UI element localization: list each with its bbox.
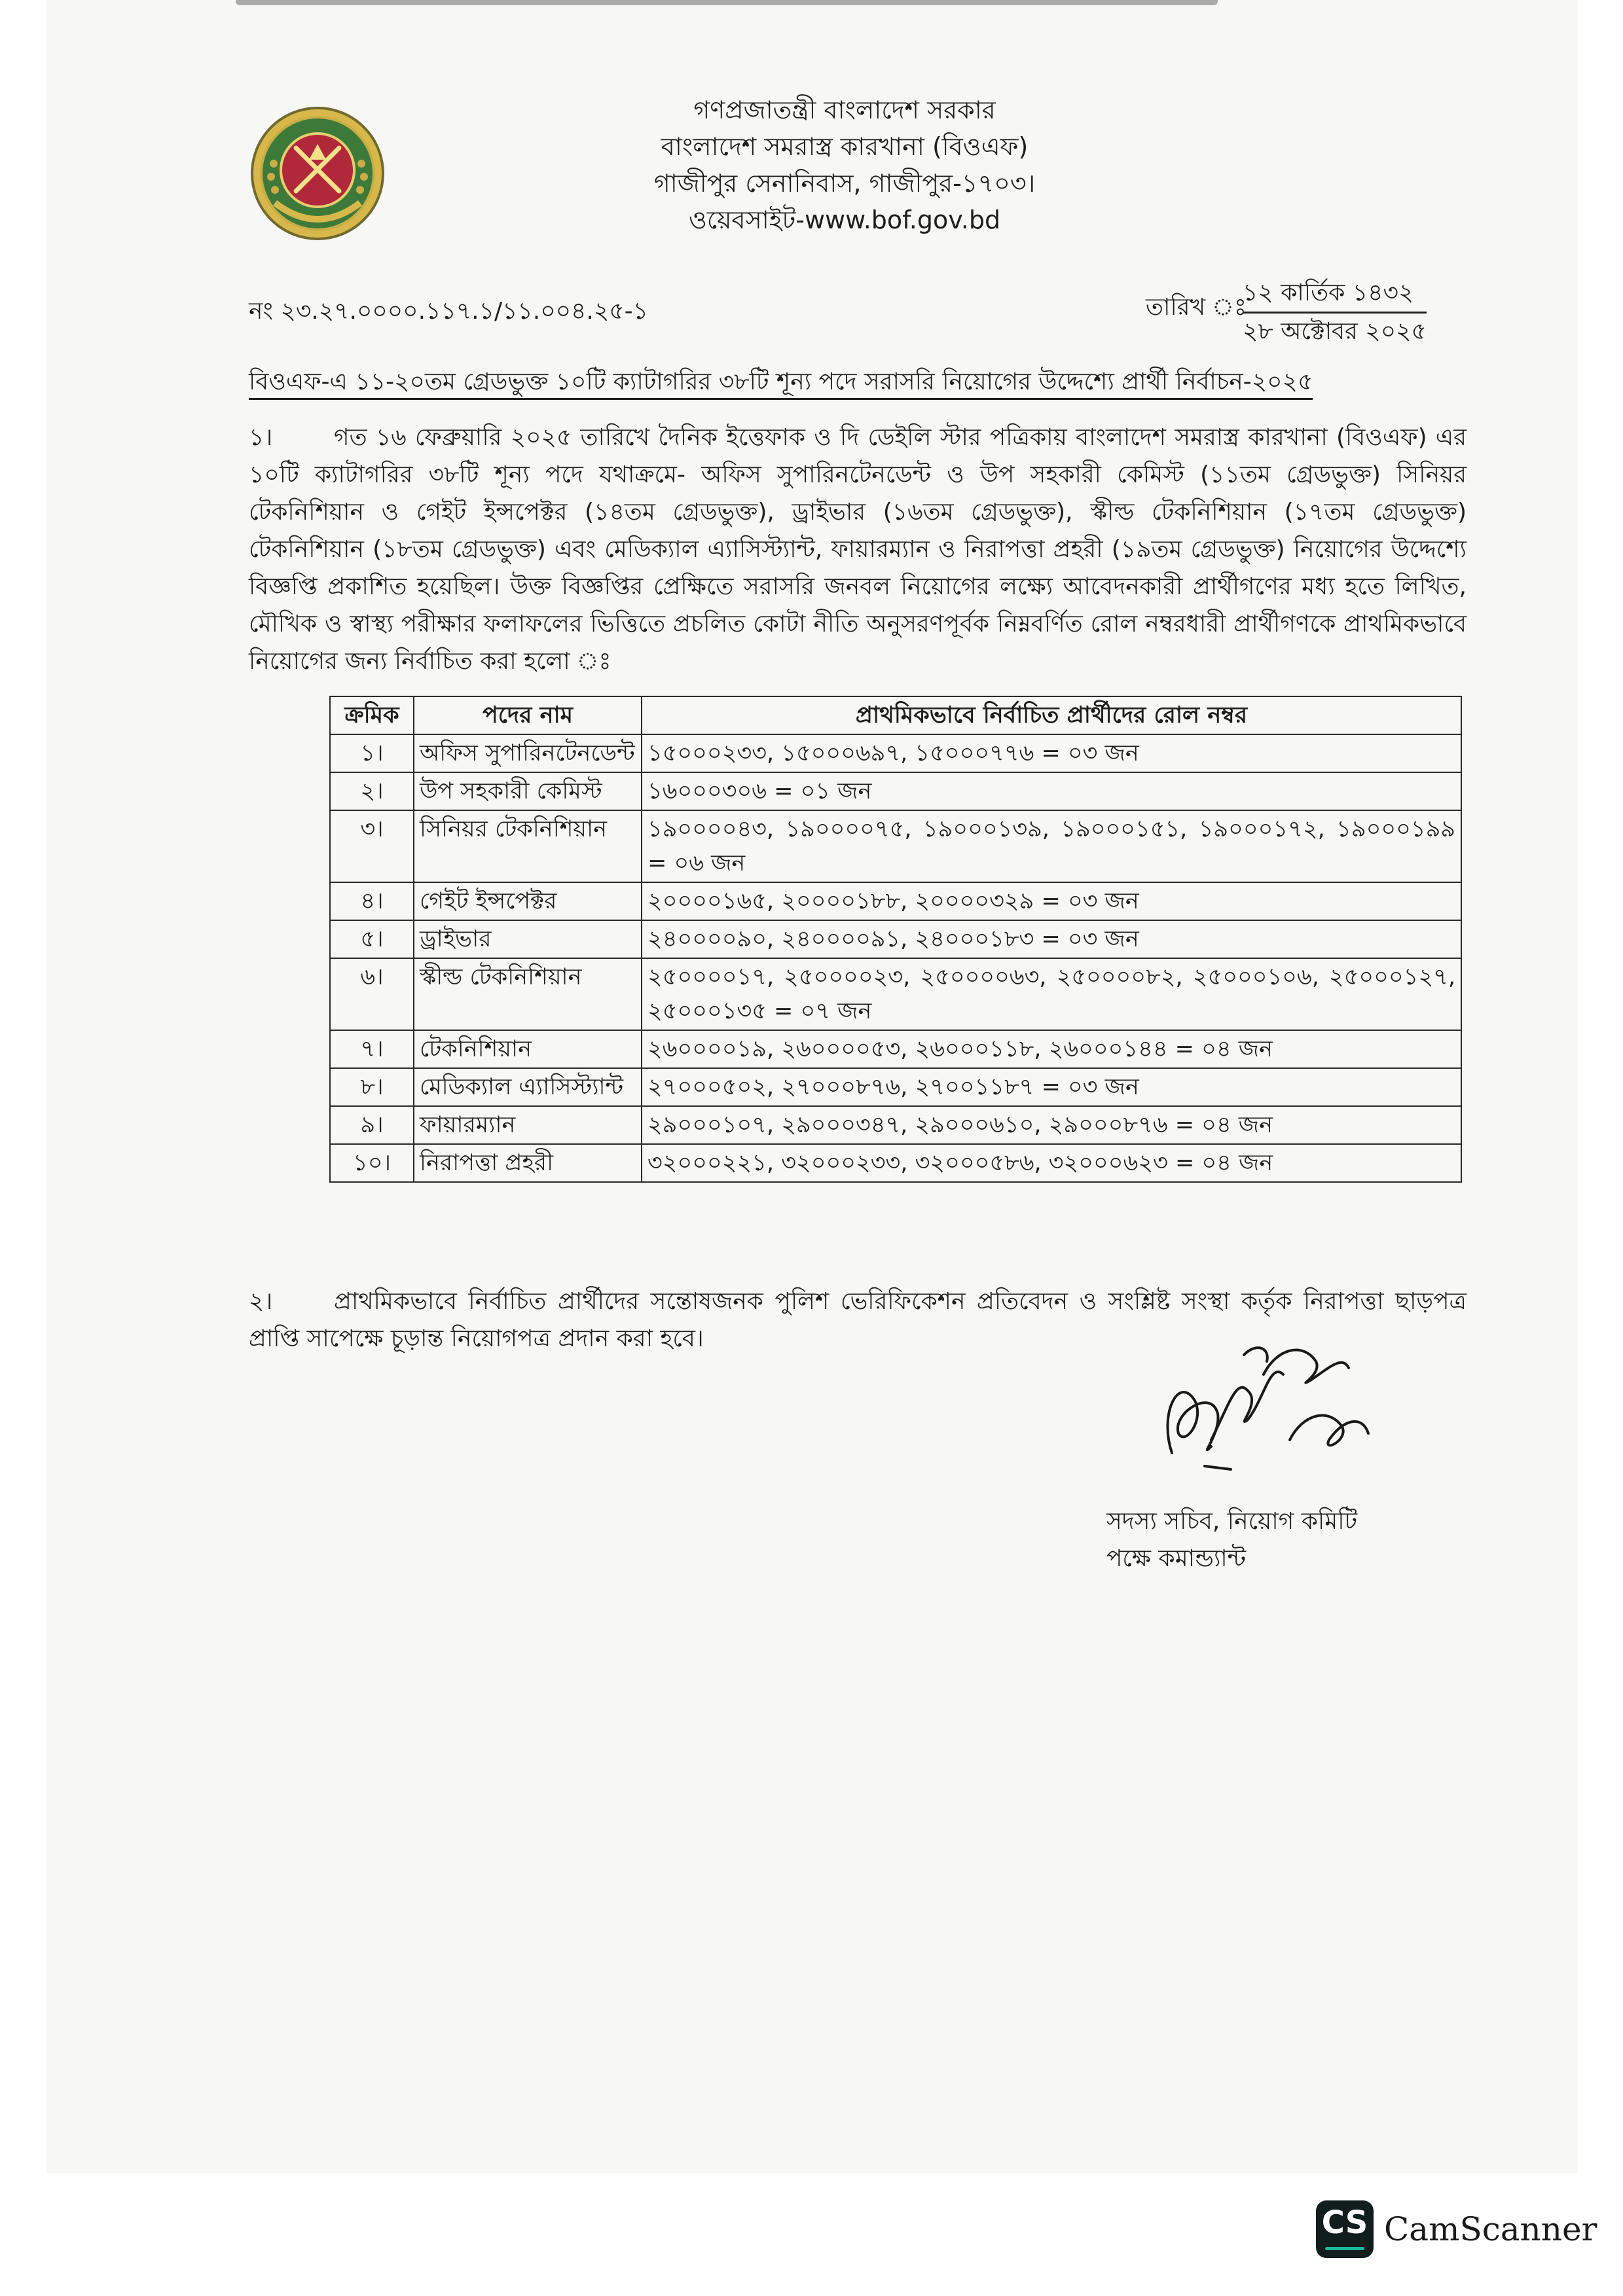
selection-table [329, 696, 1462, 1183]
row-serial: ১। [330, 734, 414, 772]
camscanner-logo-text: CS [1321, 2204, 1368, 2241]
date-label: তারিখ ঃ [1146, 294, 1247, 321]
camscanner-watermark [1316, 2200, 1597, 2258]
camscanner-brand: CamScanner [1384, 2210, 1597, 2248]
row-rolls: ২৬০০০০১৯, ২৬০০০০৫৩, ২৬০০০১১৮, ২৬০০০১৪৪ = ০৪ জন [642, 1030, 1461, 1068]
paragraph-2-number: ২। [249, 1288, 273, 1315]
date-values [1243, 275, 1427, 350]
row-serial: ১০। [330, 1144, 414, 1182]
signer-designation: সদস্য সচিব, নিয়োগ কমিটি [1106, 1508, 1358, 1535]
row-post: অফিস সুপারিনটেনডেন্ট [414, 734, 642, 772]
table-row [330, 772, 1461, 810]
date-bangla: ১২ কার্তিক ১৪৩২ [1243, 275, 1427, 314]
row-post: মেডিক্যাল এ্যাসিস্ট্যান্ট [414, 1068, 642, 1106]
row-serial: ৫। [330, 920, 414, 958]
row-post: স্কীল্ড টেকনিশিয়ান [414, 958, 642, 1030]
row-rolls: ২৫০০০০১৭, ২৫০০০০২৩, ২৫০০০০৬৩, ২৫০০০০৮২, ২৫০০০১০৬, ২৫০০০১২৭, ২৫০০০১৩৫ = ০৭ জন [642, 958, 1461, 1030]
scan-edge-shadow [236, 0, 1218, 5]
paragraph-1 [249, 419, 1467, 680]
subject-text: বিওএফ-এ ১১-২০তম গ্রেডভুক্ত ১০টি ক্যাটাগরির ৩৮টি শূন্য পদে সরাসরি নিয়োগের উদ্দেশ্যে প্রার্থী নির্বাচন-২০২৫ [249, 368, 1313, 400]
signer-block [1106, 1503, 1357, 1577]
signer-on-behalf: পক্ষে কমান্ড্যান্ট [1106, 1545, 1247, 1572]
row-serial: ৩। [330, 810, 414, 882]
row-post: নিরাপত্তা প্রহরী [414, 1144, 642, 1182]
row-rolls: ১৬০০০৩০৬ = ০১ জন [642, 772, 1461, 810]
letterhead-website: ওয়েবসাইট-www.bof.gov.bd [688, 206, 1001, 234]
row-serial: ৯। [330, 1106, 414, 1144]
letterhead-govt: গণপ্রজাতন্ত্রী বাংলাদেশ সরকার [693, 96, 996, 124]
memo-number: নং ২৩.২৭.০০০০.১১৭.১/১১.০০৪.২৫-১ [249, 298, 648, 325]
subject-line [249, 364, 1401, 403]
letterhead-address: গাজীপুর সেনানিবাস, গাজীপুর-১৭০৩। [653, 169, 1036, 198]
table-row [330, 1144, 1461, 1182]
row-post: উপ সহকারী কেমিস্ট [414, 772, 642, 810]
header-rolls: প্রাথমিকভাবে নির্বাচিত প্রার্থীদের রোল নম্বর [642, 696, 1461, 734]
table-row [330, 920, 1461, 958]
row-rolls: ২৪০০০০৯০, ২৪০০০০৯১, ২৪০০০১৮৩ = ০৩ জন [642, 920, 1461, 958]
row-serial: ৮। [330, 1068, 414, 1106]
letterhead-org: বাংলাদেশ সমরাস্ত্র কারখানা (বিওএফ) [661, 132, 1029, 161]
camscanner-logo-icon [1316, 2200, 1374, 2258]
table-row [330, 734, 1461, 772]
table-row [330, 1030, 1461, 1068]
row-serial: ৬। [330, 958, 414, 1030]
row-rolls: ৩২০০০২২১, ৩২০০০২৩৩, ৩২০০০৫৮৬, ৩২০০০৬২৩ = ০৪ জন [642, 1144, 1461, 1182]
row-post: গেইট ইন্সপেক্টর [414, 882, 642, 920]
row-post: টেকনিশিয়ান [414, 1030, 642, 1068]
row-serial: ৭। [330, 1030, 414, 1068]
bof-emblem-icon [249, 105, 386, 242]
letterhead [576, 92, 1113, 238]
paragraph-1-text: গত ১৬ ফেব্রুয়ারি ২০২৫ তারিখে দৈনিক ইত্তেফাক ও দি ডেইলি স্টার পত্রিকায় বাংলাদেশ সমরাস্ত্র কারখানা (বিওএফ) এর ১০টি ক্যাটাগরির ৩৮টি শূন্য পদে যথাক্রমে- অফিস সুপারিনটেনডেন্ট ও উপ সহকারী কেমিস্ট (১১তম গ্রেডভুক্ত) সিনিয়র টেকনিশিয়ান ও গেইট ইন্সপেক্টর (১৪তম গ্রেডভুক্ত), ড্রাইভার (১৬তম গ্রেডভুক্ত), স্কীল্ড টেকনিশিয়ান (১৭তম গ্রেডভুক্ত) টেকনিশিয়ান (১৮তম গ্রেডভুক্ত) এবং মেডিক্যাল এ্যাসিস্ট্যান্ট, ফায়ারম্যান ও নিরাপত্তা প্রহরী (১৯তম গ্রেডভুক্ত) নিয়োগের উদ্দেশ্যে বিজ্ঞপ্তি প্রকাশিত হয়েছিল। উক্ত বিজ্ঞপ্তির প্রেক্ষিতে সরাসরি জনবল নিয়োগের লক্ষ্যে আবেদনকারী প্রার্থীগণের মধ্য হতে লিখিত, মৌখিক ও স্বাস্থ্য পরীক্ষার ফলাফলের ভিত্তিতে প্রচলিত কোটা নীতি অনুসরণপূর্বক নিম্নবর্ণিত রোল নম্বরধারী প্রার্থীগণকে প্রাথমিকভাবে নিয়োগের জন্য নির্বাচিত করা হলো ঃ [249, 424, 1467, 675]
header-serial: ক্রমিক [330, 696, 414, 734]
paragraph-1-number: ১। [249, 424, 273, 451]
row-post: ফায়ারম্যান [414, 1106, 642, 1144]
table-row [330, 810, 1461, 882]
row-rolls: ২৯০০০১০৭, ২৯০০০৩৪৭, ২৯০০০৬১০, ২৯০০০৮৭৬ = ০৪ জন [642, 1106, 1461, 1144]
row-post: সিনিয়র টেকনিশিয়ান [414, 810, 642, 882]
table-row [330, 882, 1461, 920]
date-english: ২৮ অক্টোবর ২০২৫ [1243, 318, 1427, 345]
table-row [330, 958, 1461, 1030]
header-post: পদের নাম [414, 696, 642, 734]
row-serial: ৪। [330, 882, 414, 920]
row-rolls: ২৭০০০৫০২, ২৭০০০৮৭৬, ২৭০০১১৮৭ = ০৩ জন [642, 1068, 1461, 1106]
row-rolls: ১৯০০০০৪৩, ১৯০০০০৭৫, ১৯০০০১৩৯, ১৯০০০১৫১, ১৯০০০১৭২, ১৯০০০১৯৯ = ০৬ জন [642, 810, 1461, 882]
row-post: ড্রাইভার [414, 920, 642, 958]
row-rolls: ২০০০০১৬৫, ২০০০০১৮৮, ২০০০০৩২৯ = ০৩ জন [642, 882, 1461, 920]
table-row [330, 1106, 1461, 1144]
row-rolls: ১৫০০০২৩৩, ১৫০০০৬৯৭, ১৫০০০৭৭৬ = ০৩ জন [642, 734, 1461, 772]
table-header-row [330, 696, 1461, 734]
row-serial: ২। [330, 772, 414, 810]
paragraph-2-text: প্রাথমিকভাবে নির্বাচিত প্রার্থীদের সন্তোষজনক পুলিশ ভেরিফিকেশন প্রতিবেদন ও সংশ্লিষ্ট সংস্থা কর্তৃক নিরাপত্তা ছাড়পত্র প্রাপ্তি সাপেক্ষে চূড়ান্ত নিয়োগপত্র প্রদান করা হবে। [249, 1288, 1467, 1352]
table-row [330, 1068, 1461, 1106]
handwritten-signature [1133, 1335, 1395, 1486]
